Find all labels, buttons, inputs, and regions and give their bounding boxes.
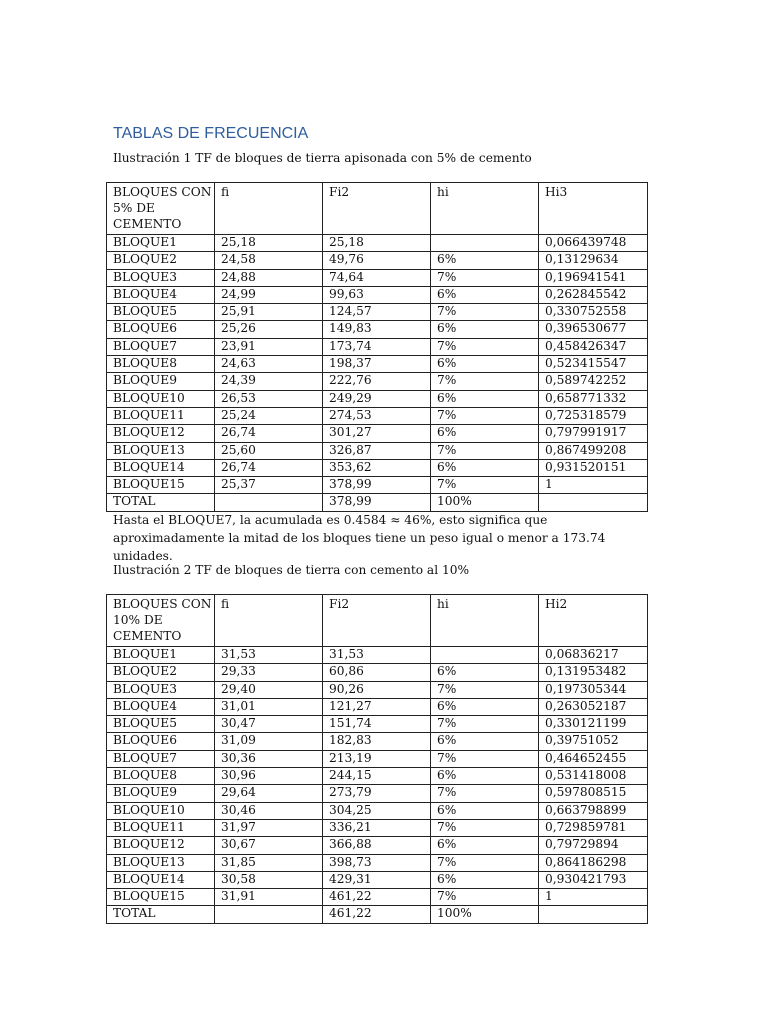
column-header: hi xyxy=(431,595,539,647)
table-cell: 99,63 xyxy=(323,286,431,303)
table-cell: BLOQUE12 xyxy=(107,837,215,854)
table-cell: BLOQUE10 xyxy=(107,802,215,819)
table-cell: BLOQUE11 xyxy=(107,819,215,836)
table-row xyxy=(107,425,648,442)
table-cell: BLOQUE8 xyxy=(107,768,215,785)
table-row xyxy=(107,286,648,303)
table-row xyxy=(107,459,648,476)
table-cell: 461,22 xyxy=(323,889,431,906)
table-cell: 24,88 xyxy=(215,269,323,286)
table-cell: 0,196941541 xyxy=(539,269,648,286)
table-cell: 30,36 xyxy=(215,750,323,767)
table-cell: 151,74 xyxy=(323,716,431,733)
table-cell: 0,523415547 xyxy=(539,356,648,373)
column-header: Fi2 xyxy=(323,183,431,235)
table-cell: 25,24 xyxy=(215,407,323,424)
table-cell: 378,99 xyxy=(323,477,431,494)
table-cell: 0,458426347 xyxy=(539,338,648,355)
table-row xyxy=(107,785,648,802)
table-cell: 6% xyxy=(431,733,539,750)
table-cell: 121,27 xyxy=(323,698,431,715)
table-cell: 30,58 xyxy=(215,871,323,888)
table-cell: 173,74 xyxy=(323,338,431,355)
table-row xyxy=(107,321,648,338)
table-cell: BLOQUE3 xyxy=(107,681,215,698)
table-cell: BLOQUE6 xyxy=(107,321,215,338)
table-cell: 6% xyxy=(431,286,539,303)
table-row xyxy=(107,871,648,888)
table-row xyxy=(107,477,648,494)
table-cell: 6% xyxy=(431,871,539,888)
table-cell: 198,37 xyxy=(323,356,431,373)
table-row xyxy=(107,407,648,424)
table-cell: 25,37 xyxy=(215,477,323,494)
table-row xyxy=(107,664,648,681)
table-row xyxy=(107,837,648,854)
table-cell: BLOQUE2 xyxy=(107,252,215,269)
table-header-row xyxy=(107,183,648,235)
table-cell: 6% xyxy=(431,802,539,819)
table-cell: 7% xyxy=(431,819,539,836)
table-cell: 29,33 xyxy=(215,664,323,681)
table-cell: 25,18 xyxy=(215,235,323,252)
table-total-row xyxy=(107,494,648,511)
table-cell: 0,729859781 xyxy=(539,819,648,836)
table-row xyxy=(107,733,648,750)
table-cell: BLOQUE4 xyxy=(107,286,215,303)
table-cell: 6% xyxy=(431,356,539,373)
table-cell: 6% xyxy=(431,768,539,785)
table-cell: 249,29 xyxy=(323,390,431,407)
table-cell: 24,99 xyxy=(215,286,323,303)
table-cell: 398,73 xyxy=(323,854,431,871)
table-cell: 30,47 xyxy=(215,716,323,733)
table-cell: 7% xyxy=(431,442,539,459)
table-total-row xyxy=(107,906,648,923)
table-row xyxy=(107,304,648,321)
table-cell: 0,330121199 xyxy=(539,716,648,733)
table-cell: 0,930421793 xyxy=(539,871,648,888)
table-cell: 6% xyxy=(431,664,539,681)
table-cell: 0,531418008 xyxy=(539,768,648,785)
table-cell: 31,53 xyxy=(215,647,323,664)
table-cell: BLOQUE5 xyxy=(107,716,215,733)
table-cell: 0,066439748 xyxy=(539,235,648,252)
column-header: Hi2 xyxy=(539,595,648,647)
table-cell xyxy=(215,906,323,923)
table-cell: 6% xyxy=(431,425,539,442)
table-cell: 0,330752558 xyxy=(539,304,648,321)
table-row xyxy=(107,356,648,373)
table-cell: 24,39 xyxy=(215,373,323,390)
table-cell: 378,99 xyxy=(323,494,431,511)
column-header: BLOQUES CON 5% DE CEMENTO xyxy=(107,183,215,235)
table-cell: 182,83 xyxy=(323,733,431,750)
column-header: Fi2 xyxy=(323,595,431,647)
table-cell: 6% xyxy=(431,698,539,715)
table-cell: 30,46 xyxy=(215,802,323,819)
table-cell: 301,27 xyxy=(323,425,431,442)
frequency-table-10pct xyxy=(106,594,648,924)
table-cell: 60,86 xyxy=(323,664,431,681)
table-cell: 74,64 xyxy=(323,269,431,286)
page-title: TABLAS DE FRECUENCIA xyxy=(113,125,309,142)
table-cell: BLOQUE1 xyxy=(107,235,215,252)
table-cell: 0,263052187 xyxy=(539,698,648,715)
table-cell: 31,09 xyxy=(215,733,323,750)
table-cell: 7% xyxy=(431,889,539,906)
table-cell: 31,85 xyxy=(215,854,323,871)
table-cell: 0,262845542 xyxy=(539,286,648,303)
table-cell: 0,79729894 xyxy=(539,837,648,854)
table-cell: 6% xyxy=(431,321,539,338)
table-cell: BLOQUE4 xyxy=(107,698,215,715)
table-cell: 0,597808515 xyxy=(539,785,648,802)
table-cell: 7% xyxy=(431,681,539,698)
table-row xyxy=(107,269,648,286)
table-cell: 7% xyxy=(431,304,539,321)
table-cell: 6% xyxy=(431,837,539,854)
table-cell: BLOQUE12 xyxy=(107,425,215,442)
table-cell: BLOQUE15 xyxy=(107,889,215,906)
table-cell: 6% xyxy=(431,390,539,407)
table-cell: 336,21 xyxy=(323,819,431,836)
table-cell: 24,63 xyxy=(215,356,323,373)
table-row xyxy=(107,235,648,252)
table-cell: 31,97 xyxy=(215,819,323,836)
table-cell: BLOQUE7 xyxy=(107,338,215,355)
table-cell: BLOQUE14 xyxy=(107,871,215,888)
table-cell: 0,931520151 xyxy=(539,459,648,476)
column-header: fi xyxy=(215,183,323,235)
table-cell: 1 xyxy=(539,477,648,494)
table-row xyxy=(107,698,648,715)
table-cell: 29,40 xyxy=(215,681,323,698)
table-cell: 7% xyxy=(431,716,539,733)
table-cell: 222,76 xyxy=(323,373,431,390)
table-cell: 304,25 xyxy=(323,802,431,819)
table-cell: 353,62 xyxy=(323,459,431,476)
table-cell xyxy=(539,906,648,923)
table-row xyxy=(107,390,648,407)
table-row xyxy=(107,681,648,698)
table-cell: 25,18 xyxy=(323,235,431,252)
table-row xyxy=(107,889,648,906)
table-cell: 100% xyxy=(431,906,539,923)
table-cell: 0,864186298 xyxy=(539,854,648,871)
column-header: fi xyxy=(215,595,323,647)
table-cell: 0,06836217 xyxy=(539,647,648,664)
table-cell: 26,74 xyxy=(215,459,323,476)
table-cell: 461,22 xyxy=(323,906,431,923)
table-cell: BLOQUE2 xyxy=(107,664,215,681)
table-cell: 0,797991917 xyxy=(539,425,648,442)
table-cell: BLOQUE1 xyxy=(107,647,215,664)
table-cell xyxy=(431,235,539,252)
table-cell: BLOQUE3 xyxy=(107,269,215,286)
table-cell: 7% xyxy=(431,338,539,355)
table-cell: 29,64 xyxy=(215,785,323,802)
column-header: BLOQUES CON 10% DE CEMENTO xyxy=(107,595,215,647)
table-cell: 31,91 xyxy=(215,889,323,906)
table-cell: BLOQUE8 xyxy=(107,356,215,373)
table-cell: BLOQUE13 xyxy=(107,442,215,459)
table-cell xyxy=(539,494,648,511)
table-cell: 124,57 xyxy=(323,304,431,321)
table-cell: 23,91 xyxy=(215,338,323,355)
table-row xyxy=(107,338,648,355)
table-cell: 244,15 xyxy=(323,768,431,785)
table-header-row xyxy=(107,595,648,647)
table-cell: 0,13129634 xyxy=(539,252,648,269)
table-cell: BLOQUE9 xyxy=(107,785,215,802)
table-cell: 1 xyxy=(539,889,648,906)
table-cell: 0,131953482 xyxy=(539,664,648,681)
table-cell: 26,74 xyxy=(215,425,323,442)
table-row xyxy=(107,252,648,269)
table-row xyxy=(107,819,648,836)
interpretation-note: Hasta el BLOQUE7, la acumulada es 0.4584 ≈ 46%, esto significa que aproximadamente la mitad de los bloques tiene un peso igual o menor a 173.74 unidades. xyxy=(113,513,606,563)
table-cell: BLOQUE14 xyxy=(107,459,215,476)
table-cell: 0,589742252 xyxy=(539,373,648,390)
table-row xyxy=(107,647,648,664)
table-row xyxy=(107,768,648,785)
table-cell: BLOQUE7 xyxy=(107,750,215,767)
table-cell: TOTAL xyxy=(107,494,215,511)
table-cell: 49,76 xyxy=(323,252,431,269)
table-cell: BLOQUE15 xyxy=(107,477,215,494)
table-cell: 31,53 xyxy=(323,647,431,664)
table-cell xyxy=(215,494,323,511)
table-cell: BLOQUE6 xyxy=(107,733,215,750)
table-cell: 90,26 xyxy=(323,681,431,698)
table-row xyxy=(107,802,648,819)
table-cell: 0,663798899 xyxy=(539,802,648,819)
table-cell: BLOQUE9 xyxy=(107,373,215,390)
table1-caption: Ilustración 1 TF de bloques de tierra apisonada con 5% de cemento xyxy=(113,151,532,165)
table-cell: 366,88 xyxy=(323,837,431,854)
table-cell: 0,867499208 xyxy=(539,442,648,459)
table-row xyxy=(107,750,648,767)
table-cell: BLOQUE11 xyxy=(107,407,215,424)
table-row xyxy=(107,716,648,733)
table-cell: 25,60 xyxy=(215,442,323,459)
table-cell: 7% xyxy=(431,785,539,802)
column-header: hi xyxy=(431,183,539,235)
table-cell: 273,79 xyxy=(323,785,431,802)
table-cell: 7% xyxy=(431,854,539,871)
table-cell: BLOQUE13 xyxy=(107,854,215,871)
table-cell: 7% xyxy=(431,407,539,424)
table-cell: 26,53 xyxy=(215,390,323,407)
table-row xyxy=(107,442,648,459)
table-cell: 326,87 xyxy=(323,442,431,459)
frequency-table-5pct xyxy=(106,182,648,512)
table-cell: 0,197305344 xyxy=(539,681,648,698)
table-cell: TOTAL xyxy=(107,906,215,923)
table-row xyxy=(107,854,648,871)
table-cell: 30,96 xyxy=(215,768,323,785)
table-cell: 7% xyxy=(431,269,539,286)
table-cell: 0,39751052 xyxy=(539,733,648,750)
table-cell xyxy=(431,647,539,664)
table-cell: 24,58 xyxy=(215,252,323,269)
table-cell: 429,31 xyxy=(323,871,431,888)
table-cell: 6% xyxy=(431,459,539,476)
table2-caption: Ilustración 2 TF de bloques de tierra con cemento al 10% xyxy=(113,563,470,577)
table-cell: 31,01 xyxy=(215,698,323,715)
table-cell: 0,396530677 xyxy=(539,321,648,338)
table-cell: 25,26 xyxy=(215,321,323,338)
table-cell: 274,53 xyxy=(323,407,431,424)
table-cell: 100% xyxy=(431,494,539,511)
table-cell: 0,658771332 xyxy=(539,390,648,407)
table-row xyxy=(107,373,648,390)
table-cell: 7% xyxy=(431,373,539,390)
table-cell: 213,19 xyxy=(323,750,431,767)
table-cell: 0,725318579 xyxy=(539,407,648,424)
table-cell: 7% xyxy=(431,750,539,767)
table-cell: 25,91 xyxy=(215,304,323,321)
table-cell: 7% xyxy=(431,477,539,494)
column-header: Hi3 xyxy=(539,183,648,235)
table-cell: BLOQUE10 xyxy=(107,390,215,407)
table-cell: BLOQUE5 xyxy=(107,304,215,321)
table-cell: 6% xyxy=(431,252,539,269)
table-cell: 0,464652455 xyxy=(539,750,648,767)
table-cell: 149,83 xyxy=(323,321,431,338)
table-cell: 30,67 xyxy=(215,837,323,854)
